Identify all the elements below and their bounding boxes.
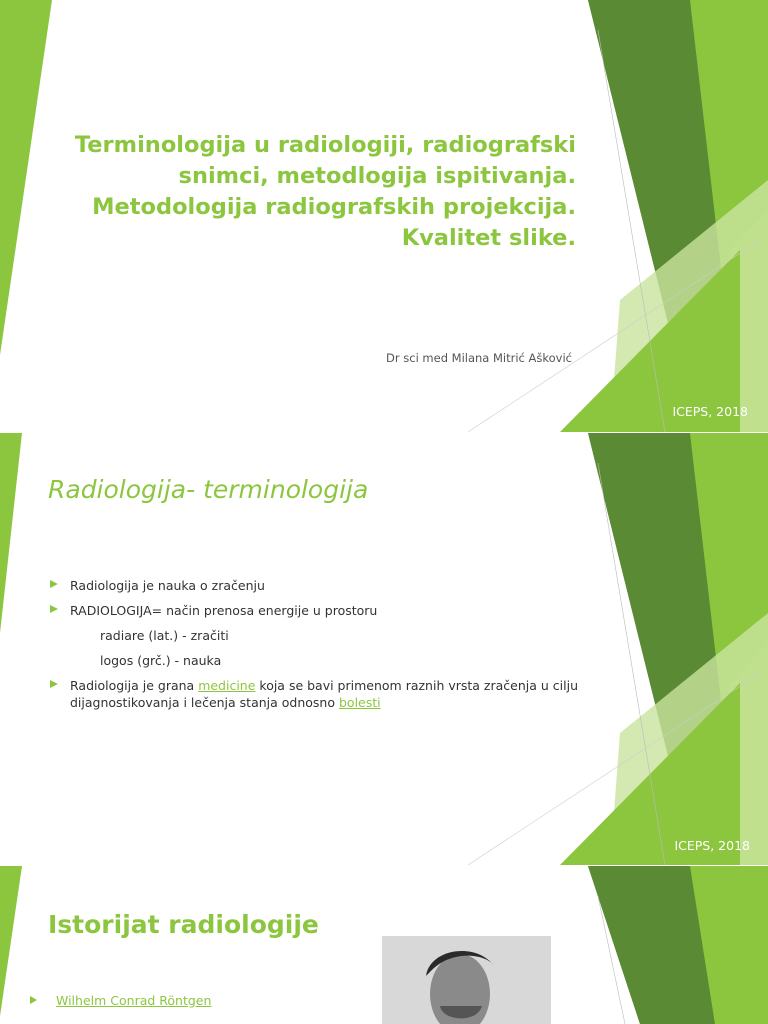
sub-item: logos (grč.) - nauka	[100, 653, 222, 668]
bullet-arrow-icon	[50, 605, 58, 613]
slide-title: Istorijat radiologije	[48, 910, 319, 939]
footer-text: ICEPS, 2018	[672, 404, 748, 419]
sub-item: radiare (lat.) - zračiti	[100, 628, 229, 643]
terminology-slide	[0, 433, 768, 865]
title-slide	[0, 0, 768, 432]
rontgen-link[interactable]: Wilhelm Conrad Röntgen	[56, 993, 212, 1008]
presentation-title: Terminologija u radiologiji, radiografski snimci, metodlogija ispitivanja. Metodologija radiografskih projekcija. Kvalitet slike.	[74, 132, 576, 251]
bullet-arrow-icon	[50, 680, 58, 688]
bullet-arrow-icon	[50, 580, 58, 588]
list-item: Radiologija je grana medicine koja se bavi primenom raznih vrsta zračenja u cilju dijagnostikovanja i lečenja stanja odnosno bolesti	[48, 677, 578, 711]
slide-title: Radiologija- terminologija	[48, 475, 369, 504]
portrait-photo-icon	[382, 936, 551, 1024]
list-item	[30, 992, 211, 1009]
disease-link[interactable]: bolesti	[338, 695, 381, 710]
author-name: Dr sci med Milana Mitrić Ašković	[386, 351, 572, 365]
footer-text: ICEPS, 2018	[674, 838, 750, 853]
bullet-arrow-icon	[30, 996, 37, 1004]
list-item: RADIOLOGIJA= način prenosa energije u prostoru	[48, 602, 578, 619]
history-slide	[0, 866, 768, 1024]
bullet-list	[48, 577, 578, 711]
list-item: Radiologija je nauka o zračenju	[48, 577, 578, 594]
medicine-link[interactable]: medicine	[198, 678, 256, 693]
